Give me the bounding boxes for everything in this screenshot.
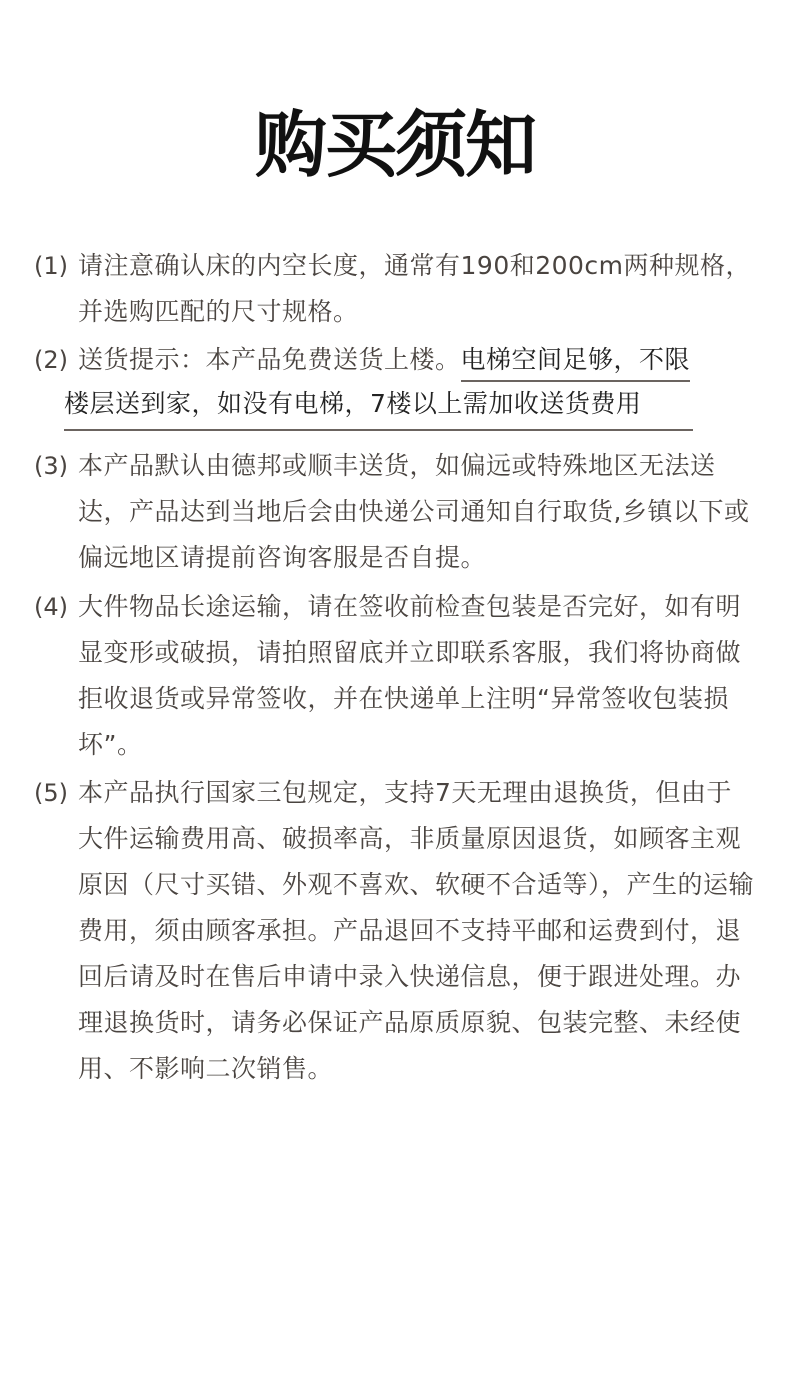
item-number: (3) (34, 452, 68, 480)
item-number: (2) (34, 346, 68, 374)
notice-item-1 (34, 243, 754, 335)
notice-item-3 (34, 443, 754, 581)
notice-item-5 (34, 770, 754, 1100)
item-number: (4) (34, 593, 68, 621)
floor-fee-note-underlined: 楼层送到家，如没有电梯，7楼以上需加收送货费用 (64, 385, 693, 431)
page-title: 购买须知 (254, 103, 535, 187)
item-number: (5) (34, 779, 68, 807)
item-text: 大件物品长途运输，请在签收前检查包装是否完好，如有明显变形或破损，请拍照留底并立即联系客服，我们将协商做拒收退货或异常签收，并在快递单上注明“异常签收包装损坏”。 (78, 592, 742, 759)
item-text (78, 337, 754, 383)
notice-item-4 (34, 584, 754, 768)
elevator-note-underlined: 电梯空间足够，不限 (461, 342, 691, 382)
item-text: 请注意确认床的内空长度，通常有190和200cm两种规格，并选购匹配的尺寸规格。 (78, 251, 752, 326)
item-text: 本产品执行国家三包规定，支持7天无理由退换货，但由于大件运输费用高、破损率高，非质量原因退货，如顾客主观原因（尺寸买错、外观不喜欢、软硬不合适等），产生的运输费用，须由顾客承担。产品退回不支持平邮和运费到付，退回后请及时在售后申请中录入快递信息，便于跟进处理。办理退换货时，请务必保证产品原质原貌、包装完整、未经使用、不影响二次销售。 (78, 778, 755, 1083)
item-text: 本产品默认由德邦或顺丰送货，如偏远或特殊地区无法送达，产品达到当地后会由快递公司通知自行取货,乡镇以下或偏远地区请提前咨询客服是否自提。 (78, 451, 750, 572)
notice-item-2 (34, 337, 754, 433)
delivery-note: 送货提示：本产品免费送货上楼。 (78, 345, 461, 374)
item-number: (1) (34, 252, 68, 280)
